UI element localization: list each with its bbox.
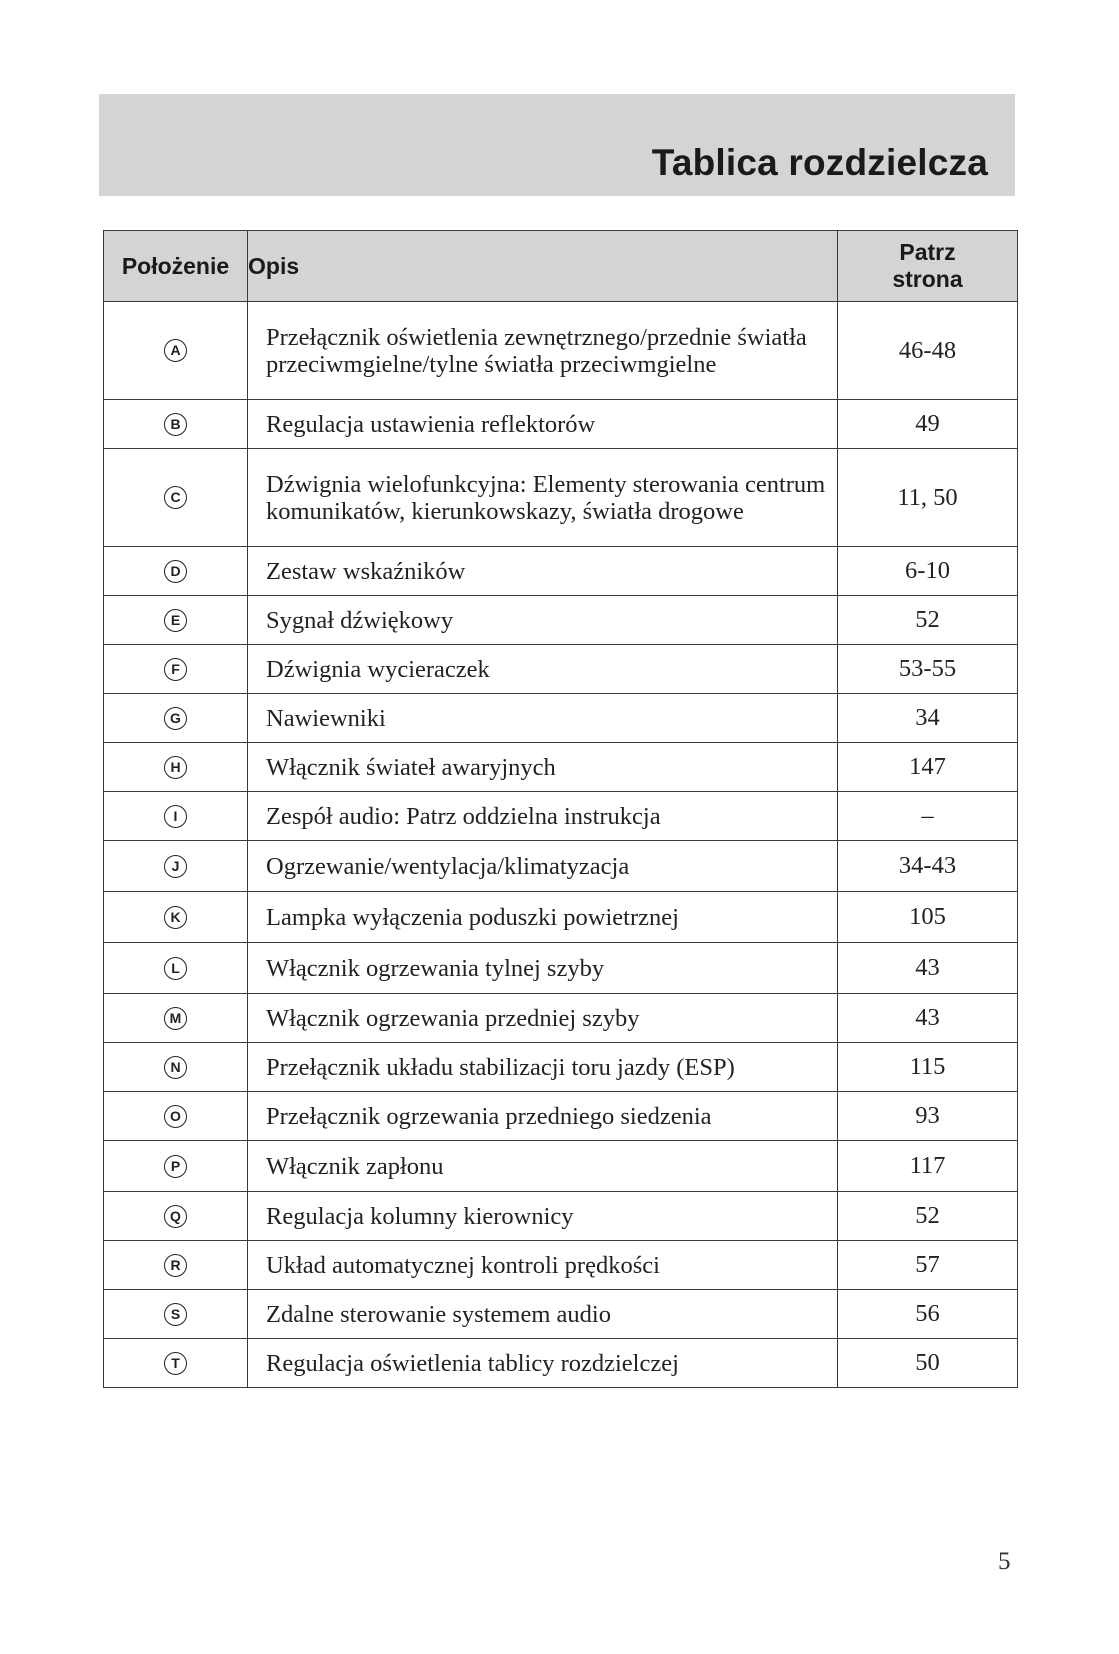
table-row (104, 1290, 1018, 1339)
table-row (104, 892, 1018, 943)
page-cell: 11, 50 (838, 449, 1018, 547)
position-marker: P (164, 1155, 187, 1178)
position-marker: E (164, 609, 187, 632)
column-header-page-line2: strona (892, 266, 963, 292)
position-marker: C (164, 486, 187, 509)
description-cell: Zdalne sterowanie systemem audio (248, 1290, 838, 1339)
position-marker: J (164, 855, 187, 878)
description-cell: Włącznik zapłonu (248, 1141, 838, 1192)
page-cell: 105 (838, 892, 1018, 943)
position-marker: B (164, 413, 187, 436)
description-cell: Lampka wyłączenia poduszki powietrznej (248, 892, 838, 943)
description-cell: Sygnał dźwiękowy (248, 596, 838, 645)
page-cell: 50 (838, 1339, 1018, 1388)
table-row (104, 596, 1018, 645)
position-marker: R (164, 1254, 187, 1277)
page-cell: 6-10 (838, 547, 1018, 596)
description-cell: Regulacja oświetlenia tablicy rozdzielczej (248, 1339, 838, 1388)
column-header-position: Położenie (104, 231, 248, 302)
position-marker: T (164, 1352, 187, 1375)
description-cell: Włącznik ogrzewania przedniej szyby (248, 994, 838, 1043)
table-row (104, 994, 1018, 1043)
position-marker: S (164, 1303, 187, 1326)
column-header-page (838, 231, 1018, 302)
description-cell: Ogrzewanie/wentylacja/klimatyzacja (248, 841, 838, 892)
description-cell: Zespół audio: Patrz oddzielna instrukcja (248, 792, 838, 841)
table-row (104, 743, 1018, 792)
table-row (104, 1241, 1018, 1290)
position-marker: A (164, 339, 187, 362)
description-cell: Przełącznik układu stabilizacji toru jazdy (ESP) (248, 1043, 838, 1092)
position-marker: D (164, 560, 187, 583)
description-cell: Dźwignia wielofunkcyjna: Elementy sterowania centrum komunikatów, kierunkowskazy, światła drogowe (248, 449, 838, 547)
table-row (104, 841, 1018, 892)
page-cell: 52 (838, 1192, 1018, 1241)
page-cell: 57 (838, 1241, 1018, 1290)
table-row (104, 1339, 1018, 1388)
description-cell: Nawiewniki (248, 694, 838, 743)
page-cell: 117 (838, 1141, 1018, 1192)
page-cell: 43 (838, 943, 1018, 994)
page-cell: 46-48 (838, 302, 1018, 400)
page-cell: 34 (838, 694, 1018, 743)
description-cell: Regulacja kolumny kierownicy (248, 1192, 838, 1241)
page-cell: 53-55 (838, 645, 1018, 694)
page-cell: 93 (838, 1092, 1018, 1141)
position-marker: I (164, 805, 187, 828)
column-header-description: Opis (248, 231, 838, 302)
position-marker: K (164, 906, 187, 929)
page-cell: 52 (838, 596, 1018, 645)
page-number: 5 (998, 1548, 1011, 1575)
table-row (104, 449, 1018, 547)
position-marker: Q (164, 1205, 187, 1228)
position-marker: N (164, 1056, 187, 1079)
table-row (104, 400, 1018, 449)
position-marker: G (164, 707, 187, 730)
description-cell: Dźwignia wycieraczek (248, 645, 838, 694)
description-cell: Regulacja ustawienia reflektorów (248, 400, 838, 449)
position-marker: M (164, 1007, 187, 1030)
column-header-page-line1: Patrz (899, 239, 956, 265)
page-title: Tablica rozdzielcza (651, 142, 988, 183)
description-cell: Włącznik świateł awaryjnych (248, 743, 838, 792)
position-marker: L (164, 957, 187, 980)
table-row (104, 792, 1018, 841)
page-cell: 49 (838, 400, 1018, 449)
description-cell: Zestaw wskaźników (248, 547, 838, 596)
page-cell: – (838, 792, 1018, 841)
description-cell: Układ automatycznej kontroli prędkości (248, 1241, 838, 1290)
page-cell: 56 (838, 1290, 1018, 1339)
dashboard-table (103, 230, 1018, 1388)
table-row (104, 302, 1018, 400)
position-marker: O (164, 1105, 187, 1128)
table-row (104, 645, 1018, 694)
table-row (104, 547, 1018, 596)
table-row (104, 943, 1018, 994)
description-cell: Przełącznik ogrzewania przedniego siedzenia (248, 1092, 838, 1141)
table-row (104, 1141, 1018, 1192)
page-cell: 115 (838, 1043, 1018, 1092)
header-band (99, 94, 1015, 196)
position-marker: F (164, 658, 187, 681)
table-row (104, 1043, 1018, 1092)
description-cell: Włącznik ogrzewania tylnej szyby (248, 943, 838, 994)
page-cell: 34-43 (838, 841, 1018, 892)
position-marker: H (164, 756, 187, 779)
page-cell: 147 (838, 743, 1018, 792)
table-row (104, 1192, 1018, 1241)
table-row (104, 694, 1018, 743)
page-cell: 43 (838, 994, 1018, 1043)
description-cell: Przełącznik oświetlenia zewnętrznego/przednie światła przeciwmgielne/tylne światła przeciwmgielne (248, 302, 838, 400)
table-header-row (104, 231, 1018, 302)
table-row (104, 1092, 1018, 1141)
